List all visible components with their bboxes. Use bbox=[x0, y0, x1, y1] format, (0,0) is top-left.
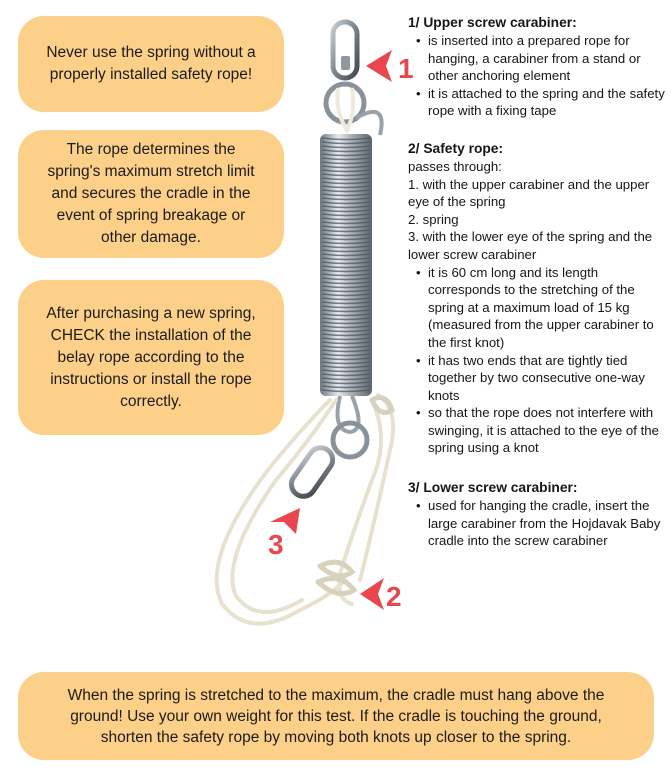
ground-clearance-note bbox=[18, 672, 654, 760]
lower-carabiner-title: 3/ Lower screw carabiner: bbox=[408, 480, 578, 496]
upper-carabiner bbox=[333, 22, 357, 78]
rope-line: 3. with the lower eye of the spring and the lower screw carabiner bbox=[408, 229, 653, 262]
safety-rope-section bbox=[408, 140, 670, 457]
upper-carabiner-list bbox=[408, 32, 670, 120]
callout-arrow-1 bbox=[366, 50, 392, 82]
list-item: • so that the rope does not interfere with swinging, it is attached to the eye of the spring using a knot bbox=[428, 404, 670, 457]
list-item: • it has two ends that are tightly tied together by two consecutive one-way knots bbox=[428, 352, 670, 405]
spring-illustration bbox=[190, 0, 430, 640]
upper-carabiner-section bbox=[408, 14, 670, 120]
callout-arrow-2 bbox=[360, 578, 384, 610]
spring-coil bbox=[320, 134, 372, 396]
instruction-column bbox=[408, 14, 670, 567]
rope-line: 1. with the upper carabiner and the upper eye of the spring bbox=[408, 176, 650, 210]
upper-eye bbox=[356, 112, 382, 135]
callout-label-1: 1 bbox=[398, 53, 414, 84]
lower-carabiner bbox=[287, 443, 338, 501]
lower-carabiner-list bbox=[408, 497, 670, 550]
rope-line: passes through: bbox=[408, 158, 502, 174]
safety-rope bbox=[217, 395, 394, 624]
check-installation-text: After purchasing a new spring, CHECK the installation of the belay rope according to the instructions or install the rope correctly. bbox=[46, 304, 256, 410]
rope-role-text: The rope determines the spring's maximum stretch limit and secures the cradle in the event of spring breakage or other damage. bbox=[47, 141, 255, 246]
list-item: • used for hanging the cradle, insert the large carabiner from the Hojdavak Baby cradle into the screw carabiner bbox=[428, 497, 670, 550]
callout-3 bbox=[268, 508, 300, 560]
callout-1 bbox=[366, 50, 414, 84]
upper-carabiner-title: 1/ Upper screw carabiner: bbox=[408, 15, 577, 30]
rope-line: 2. spring bbox=[408, 211, 459, 227]
list-item: • it is attached to the spring and the safety rope with a fixing tape bbox=[428, 85, 670, 120]
callout-label-2: 2 bbox=[386, 581, 402, 612]
lower-carabiner-section bbox=[408, 479, 670, 550]
lower-ring bbox=[333, 423, 367, 457]
safety-rope-list bbox=[408, 264, 670, 458]
ground-clearance-text: When the spring is stretched to the maximum, the cradle must hang above the ground! Use your own weight for this test. If the cradle is touching the ground, shorten the safety rope by moving both knots up closer to the spring. bbox=[67, 686, 605, 746]
callout-2 bbox=[360, 578, 402, 612]
list-item: • is inserted into a prepared rope for hanging, a carabiner from a stand or other anchoring element bbox=[428, 32, 670, 85]
safety-warning-text: Never use the spring without a properly installed safety rope! bbox=[46, 44, 256, 83]
safety-rope-title: 2/ Safety rope: bbox=[408, 140, 504, 156]
callout-label-3: 3 bbox=[268, 529, 284, 560]
list-item: • it is 60 cm long and its length corresponds to the stretching of the spring at a maximum load of 15 kg (measured from the upper carabiner to the first knot) bbox=[428, 264, 670, 352]
